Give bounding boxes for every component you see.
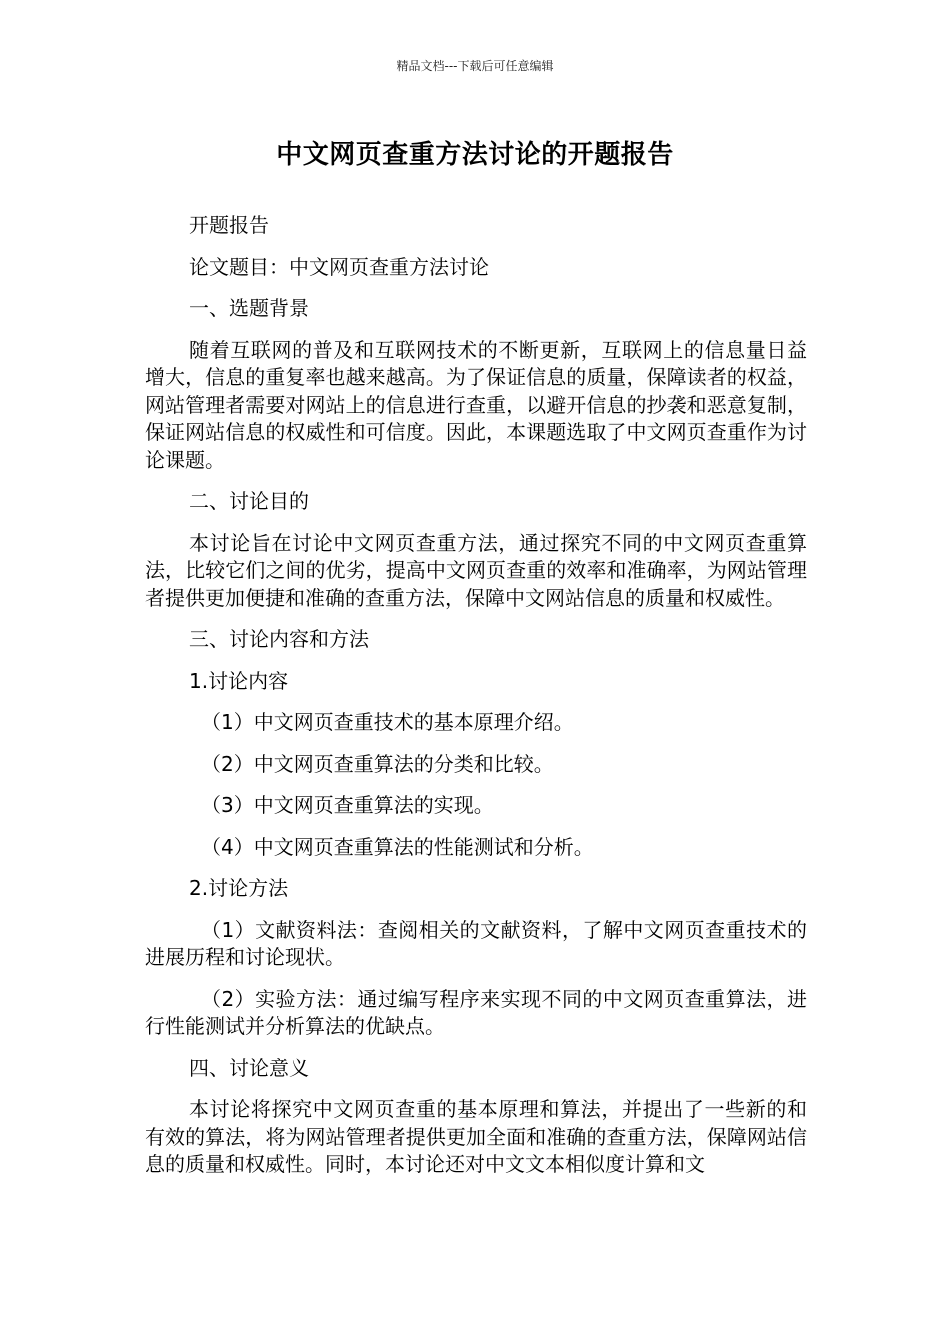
method-item-2: （2）实验方法：通过编写程序来实现不同的中文网页查重算法，进行性能测试并分析算法的优缺点。 [145,986,807,1038]
header-note: 精品文档---下载后可任意编辑 [396,59,554,73]
section-label-opening-report: 开题报告 [189,213,269,237]
paragraph-background: 随着互联网的普及和互联网技术的不断更新，互联网上的信息量日益增大，信息的重复率也越来越高。为了保证信息的质量，保障读者的权益，网站管理者需要对网站上的信息进行查重，以避开信息的抄袭和恶意复制，保证网站信息的权威性和可信度。因此，本课题选取了中文网页查重作为讨论课题。 [145,337,807,472]
method-item-1: （1）文献资料法：查阅相关的文献资料，了解中文网页查重技术的进展历程和讨论现状。 [145,917,807,969]
subheading-methods: 2.讨论方法 [189,876,289,900]
content-item-4: （4）中文网页查重算法的性能测试和分析。 [201,834,594,859]
section-heading-significance: 四、讨论意义 [189,1055,309,1080]
document-title: 中文网页查重方法讨论的开题报告 [276,140,674,170]
paragraph-purpose: 本讨论旨在讨论中文网页查重方法，通过探究不同的中文网页查重算法，比较它们之间的优劣，提高中文网页查重的效率和准确率，为网站管理者提供更加便捷和准确的查重方法，保障中文网站信息的质量和权威性。 [145,530,807,610]
content-item-3: （3）中文网页查重算法的实现。 [201,793,494,817]
paragraph-significance: 本讨论将探究中文网页查重的基本原理和算法，并提出了一些新的和有效的算法，将为网站管理者提供更加全面和准确的查重方法，保障网站信息的质量和权威性。同时，本讨论还对中文文本相似度计算和文 [145,1097,807,1176]
section-heading-content-methods: 三、讨论内容和方法 [189,627,369,651]
content-item-2: （2）中文网页查重算法的分类和比较。 [201,751,554,776]
subheading-content: 1.讨论内容 [189,668,289,693]
document-body [145,212,807,1179]
section-heading-purpose: 二、讨论目的 [189,489,309,513]
section-heading-background: 一、选题背景 [189,296,309,320]
content-item-1: （1）中文网页查重技术的基本原理介绍。 [201,710,574,734]
thesis-title-line: 论文题目：中文网页查重方法讨论 [189,254,489,279]
